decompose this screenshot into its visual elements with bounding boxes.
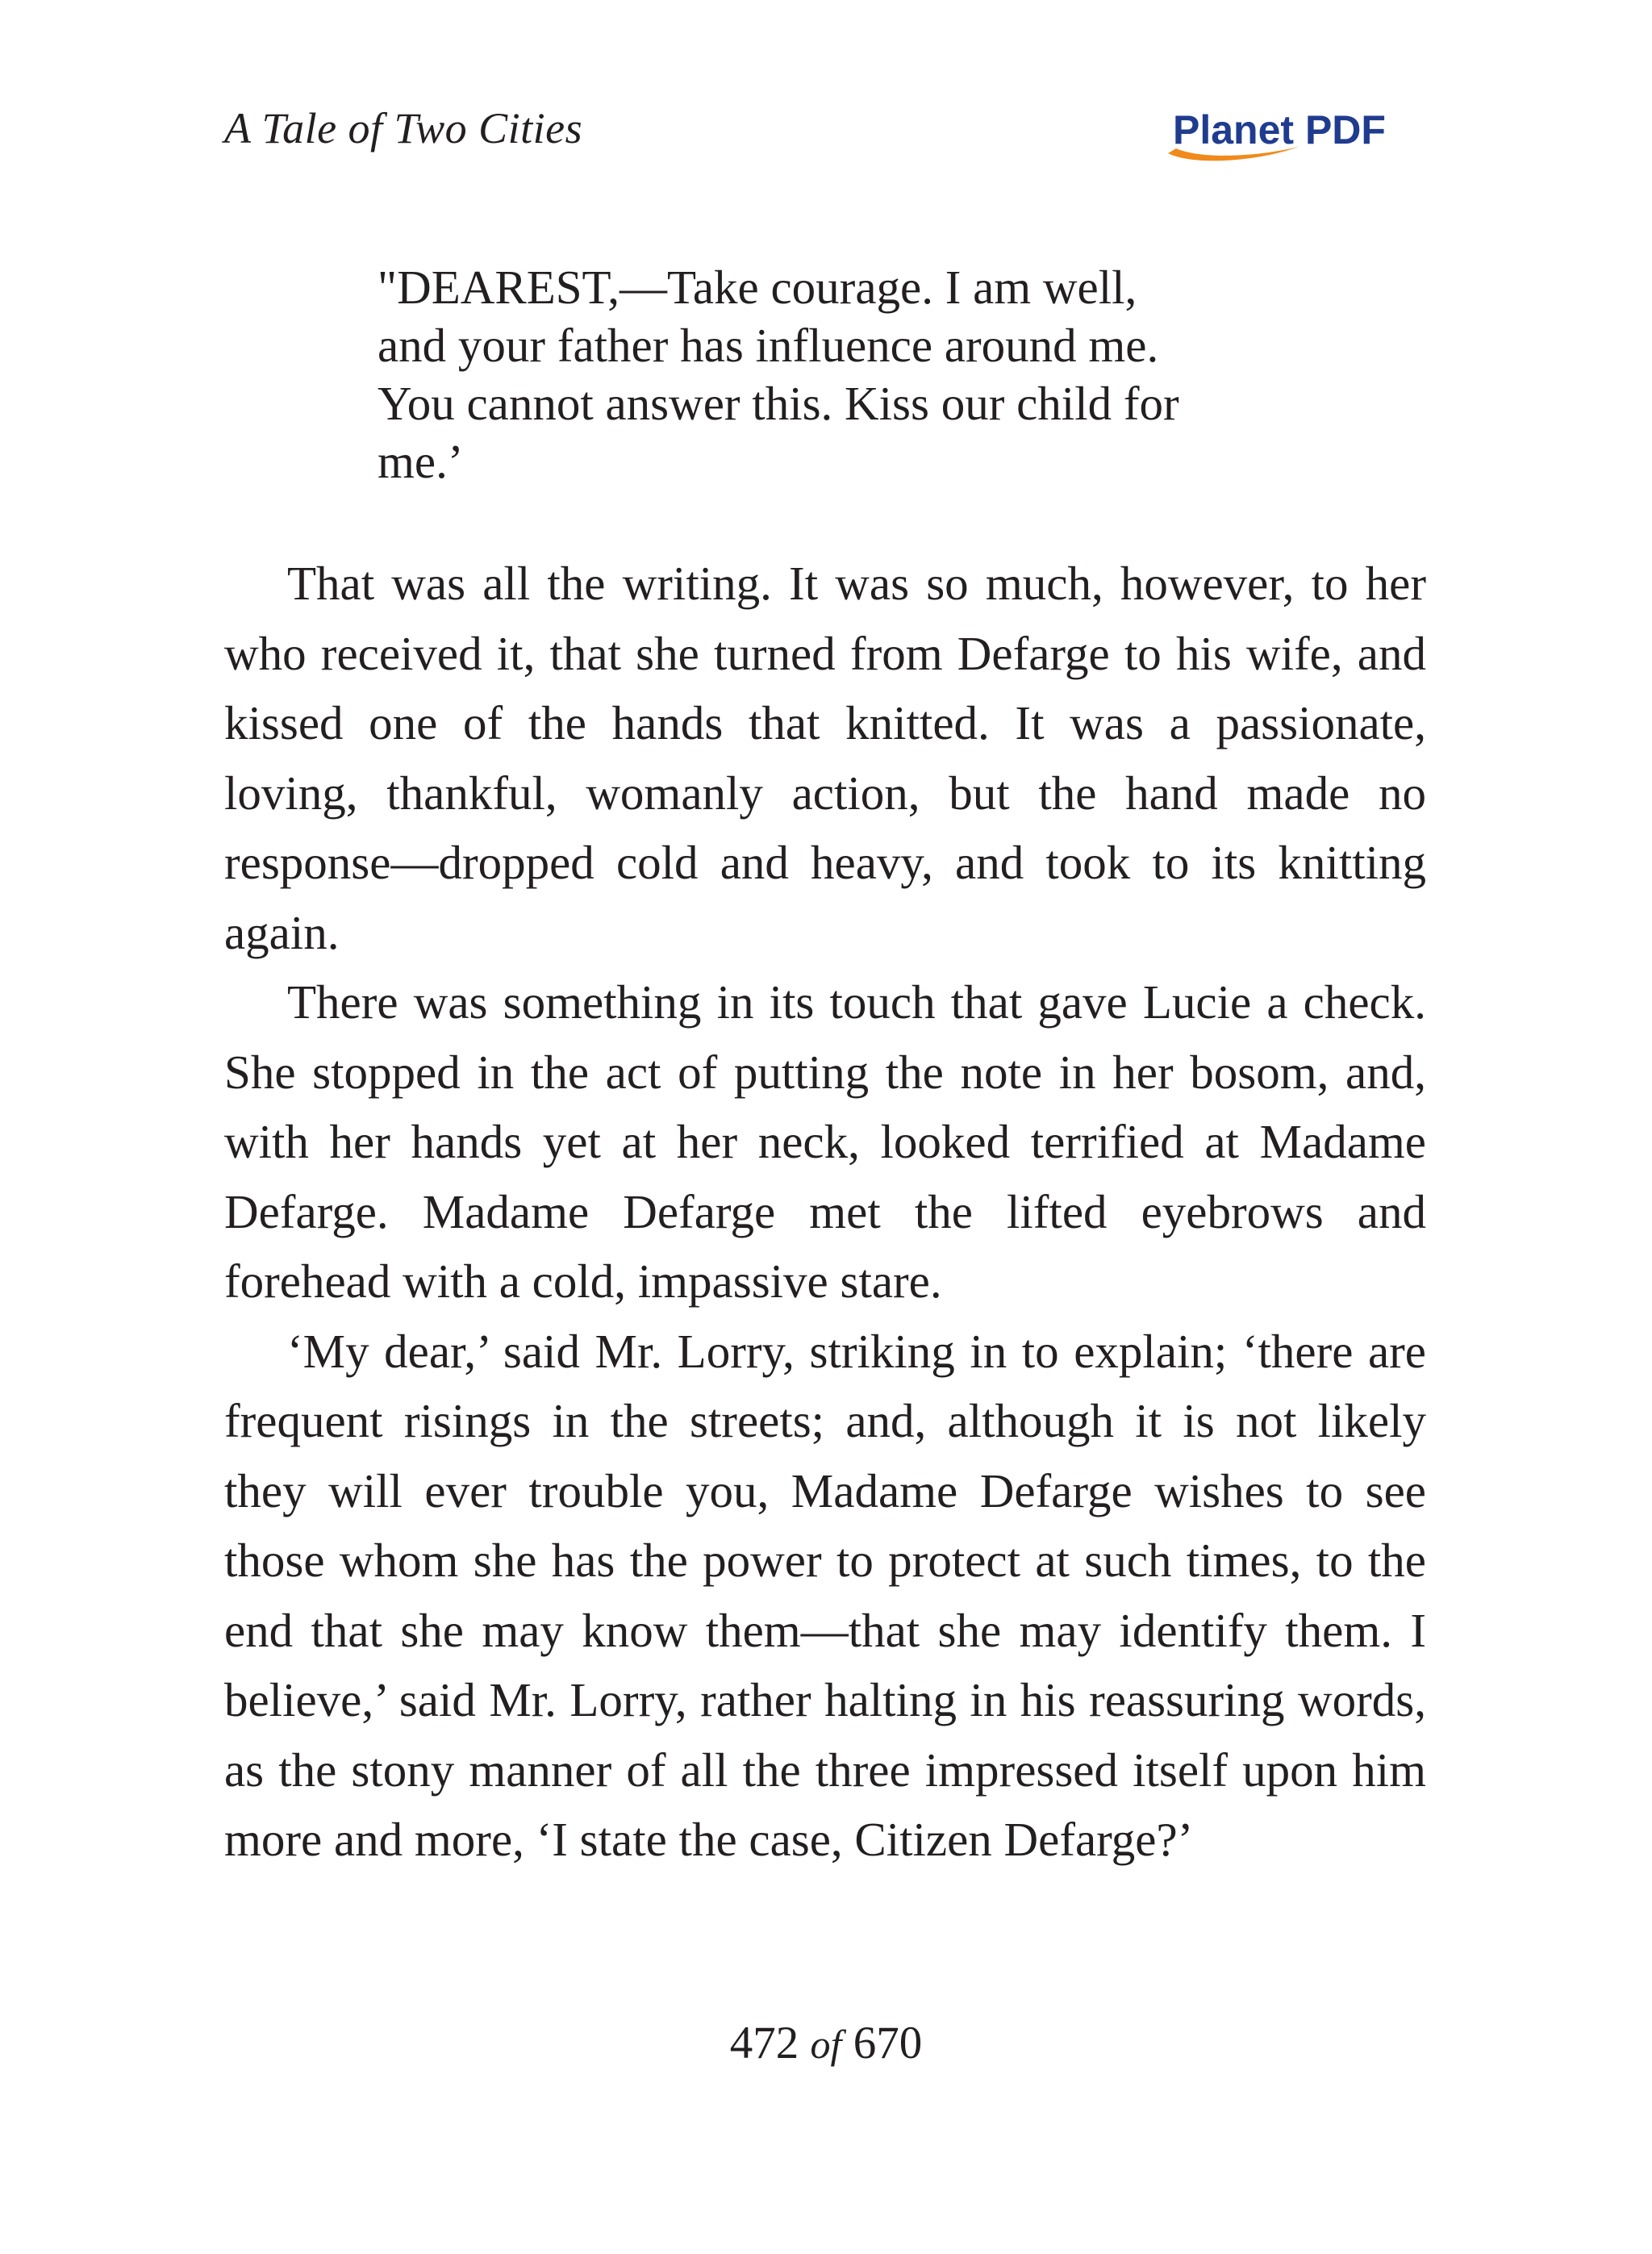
letter-line: and your father has influence around me. bbox=[378, 319, 1159, 372]
page-number bbox=[0, 2017, 1652, 2069]
running-title: A Tale of Two Cities bbox=[224, 104, 583, 152]
paragraph: ‘My dear,’ said Mr. Lorry, striking in to explain; ‘there are frequent risings in the streets; and, although it is not likely they will ever trouble you, Madame Defarge wishes to see those whom she has the power to protect at such times, to the end that she may know them—that she may identify them. I believe,’ said Mr. Lorry, rather halting in his reassuring words, as the stony manner of all the three impressed itself upon him more and more, ‘I state the case, Citizen Defarge?’ bbox=[224, 1324, 1426, 1866]
planet-pdf-logo bbox=[1162, 103, 1428, 168]
paragraph: There was something in its touch that gave Lucie a check. She stopped in the act of putting the note in her bosom, and, with her hands yet at her neck, looked terrified at Madame Defarge. Madame Defarge met the lifted eyebrows and forehead with a cold, impassive stare. bbox=[224, 975, 1426, 1308]
letter-line: You cannot answer this. Kiss our child for bbox=[378, 377, 1179, 430]
quoted-letter bbox=[378, 258, 1281, 490]
body-text bbox=[224, 549, 1426, 1875]
letter-line: me.’ bbox=[378, 435, 464, 488]
page-total: 670 bbox=[853, 2018, 923, 2068]
page-current: 472 bbox=[729, 2018, 799, 2068]
letter-line: "DEAREST,—Take courage. I am well, bbox=[378, 261, 1137, 314]
paragraph: That was all the writing. It was so much, however, to her who received it, that she turned from Defarge to his wife, and kissed one of the hands that knitted. It was a passionate, loving, thankful, womanly action, but the hand made no response—dropped cold and heavy, and took to its knitting again. bbox=[224, 557, 1426, 959]
page-of: of bbox=[810, 2022, 842, 2067]
logo-text: Planet PDF bbox=[1173, 107, 1386, 152]
